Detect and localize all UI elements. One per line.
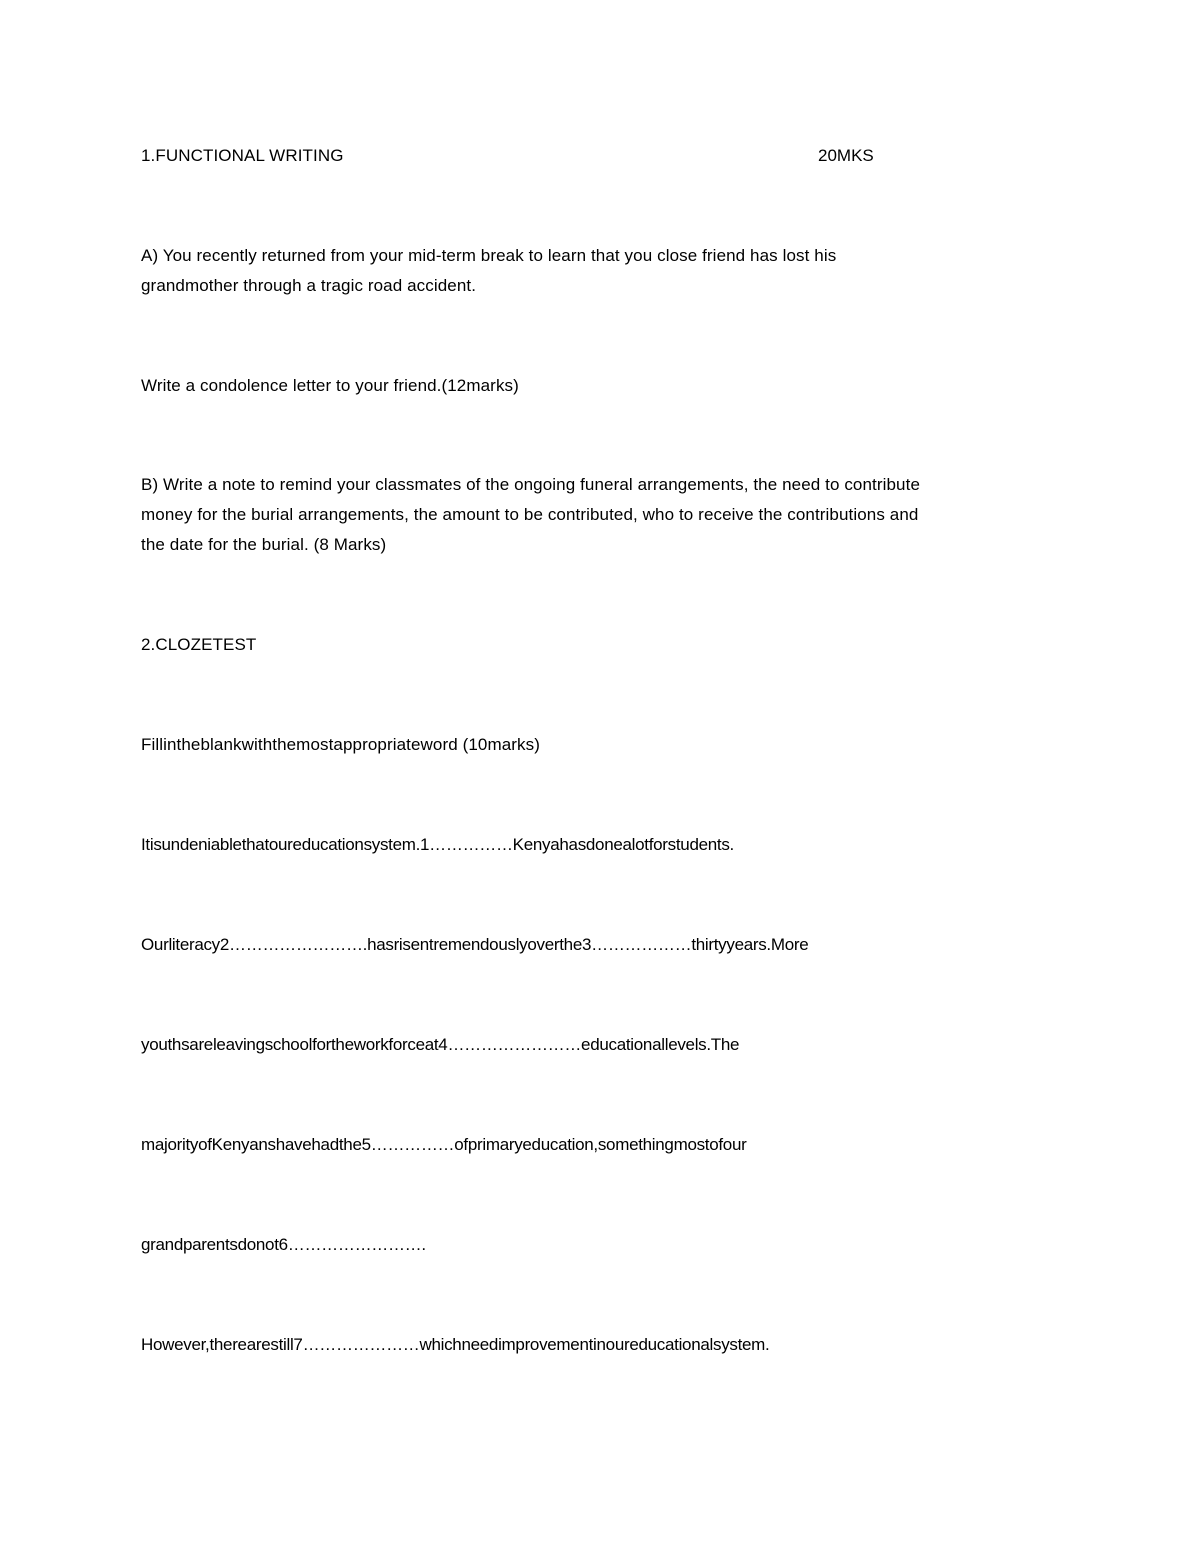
cloze-line-5: grandparentsdonot6……………………. bbox=[141, 1235, 426, 1254]
cloze-line-4: majorityofKenyanshavehadthe5……………ofprimaryeducation,somethingmostofour bbox=[141, 1135, 747, 1154]
question-b-line-1: B) Write a note to remind your classmates of the ongoing funeral arrangements, the need to contribute bbox=[141, 475, 920, 494]
question-b-line-3: the date for the burial. (8 Marks) bbox=[141, 535, 387, 554]
question-a-line-1: A) You recently returned from your mid-term break to learn that you close friend has lost his bbox=[141, 246, 837, 265]
cloze-line-2: Ourliteracy2…………………….hasrisentremendouslyoverthe3………………thirtyyears.More bbox=[141, 935, 809, 954]
section-2-heading: 2.CLOZETEST bbox=[141, 635, 257, 654]
question-a-line-2: grandmother through a tragic road accident. bbox=[141, 276, 477, 295]
section-1-marks: 20MKS bbox=[818, 146, 874, 165]
cloze-line-6: However,therearestill7…………………whichneedimprovementinoureducationalsystem. bbox=[141, 1335, 770, 1354]
cloze-line-3: youthsareleavingschoolfortheworkforceat4……………………educationallevels.The bbox=[141, 1035, 740, 1054]
section-1-heading: 1.FUNCTIONAL WRITING bbox=[141, 146, 344, 165]
cloze-instruction: Fillintheblankwiththemostappropriateword (10marks) bbox=[141, 735, 541, 754]
cloze-line-1: Itisundeniablethatoureducationsystem.1……………Kenyahasdonealotforstudents. bbox=[141, 835, 734, 854]
question-b-line-2: money for the burial arrangements, the amount to be contributed, who to receive the contributions and bbox=[141, 505, 919, 524]
instruction-a: Write a condolence letter to your friend.(12marks) bbox=[141, 376, 519, 395]
